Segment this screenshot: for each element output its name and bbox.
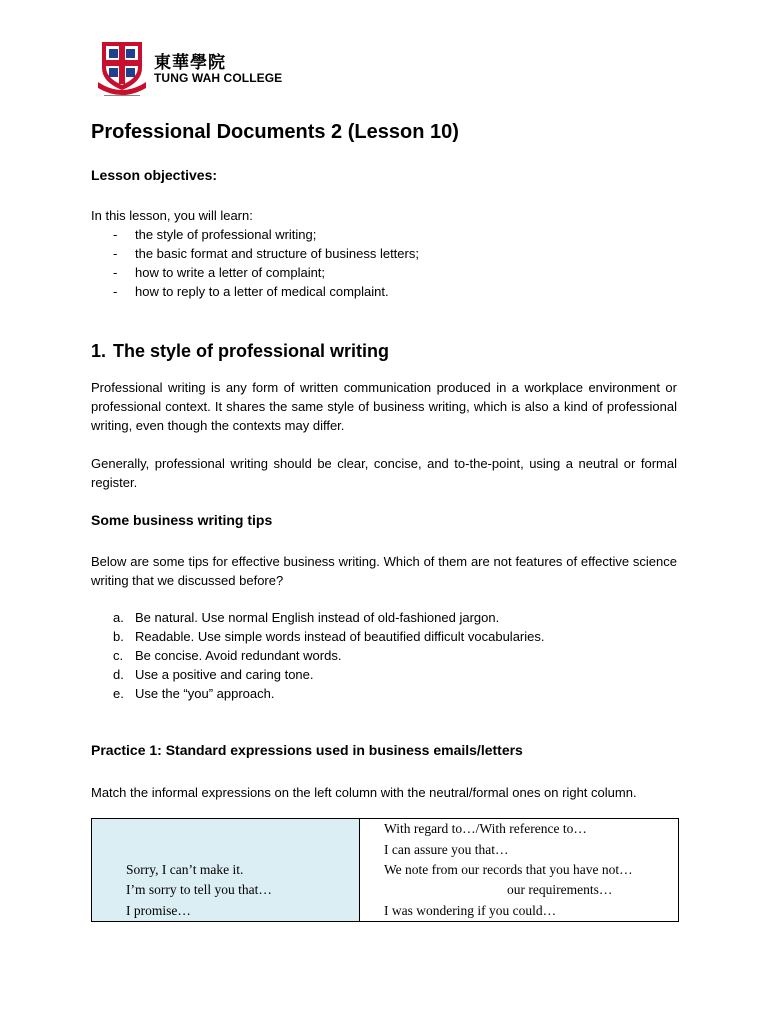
table-cell: I promise… [126, 903, 191, 918]
bullet-dash: - [113, 284, 118, 299]
table-cell: With regard to…/With reference to… [384, 821, 587, 836]
bullet-dash: - [113, 246, 118, 261]
matching-table [91, 818, 679, 922]
objectives-intro: In this lesson, you will learn: [91, 208, 253, 223]
college-logo [96, 38, 296, 100]
table-cell: I’m sorry to tell you that… [126, 882, 272, 897]
objectives-heading: Lesson objectives: [91, 167, 218, 183]
logo-english-name: TUNG WAH COLLEGE [154, 71, 283, 85]
page-title: Professional Documents 2 (Lesson 10) [91, 121, 459, 143]
table-cell: I can assure you that… [384, 842, 509, 857]
table-cell: We note from our records that you have not… [384, 862, 633, 877]
section-number: 1. [91, 341, 107, 361]
document-page: 東華學院 TUNG WAH COLLEGE Professional Documents 2 (Lesson 10) Lesson objectives: In this lesson, you will learn: - the style of professional writing; - the basic format and structure of business letters; - how to write a letter of complaint; - how to reply to a letter of medical complaint. 1. The style of professional writing Professional writing is any form of written communication produced in a workplace environment or professional context. It shares the same style of business writing, which is also a kind of professional writing, even though the contexts may differ. Generally, professional writing should be clear, concise, and to-the-point, using a neutral or formal register. Some business writing tips Below are some tips for effective business writing. Which of them are not features of effective science writing that we discussed before? a. Be natural. Use normal English instead of old-fashioned jargon. b. Readable. Use simple words instead of beautified difficult vocabularies. c. Be concise. Avoid redundant words. d. Use a positive and caring tone. e. Use the “you” approach. Practice 1: Standard expressions used in business emails/letters Match the informal expressions on the left column with the neutral/formal ones on right column. Sorry, I can’t make it. I’m sorry to tell you that… I promise… With regard to…/With reference to… I can assure you that… We note from our records that you have not… our requirements… I was wondering if you could… [0, 0, 768, 1024]
formal-column [360, 819, 678, 921]
bullet-dash: - [113, 227, 118, 242]
tips-intro: Below are some tips for effective business writing. Which of them are not features of effective science writing that we discussed before? [91, 554, 677, 588]
tips-heading: Some business writing tips [91, 512, 273, 528]
informal-column [92, 819, 360, 921]
section-1-paragraph-2: Generally, professional writing should be clear, concise, and to-the-point, using a neutral or formal register. [91, 456, 677, 490]
college-crest-icon [96, 38, 148, 98]
section-title: The style of professional writing [113, 341, 390, 361]
practice-1-instruction: Match the informal expressions on the left column with the neutral/formal ones on right column. [91, 785, 637, 800]
table-cell: our requirements… [507, 882, 613, 897]
practice-1-heading: Practice 1: Standard expressions used in business emails/letters [91, 742, 523, 758]
section-1-heading [91, 341, 389, 362]
section-1-paragraph-1: Professional writing is any form of written communication produced in a workplace environment or professional context. It shares the same style of business writing, which is also a kind of professional writing, even though the contexts may differ. [91, 380, 677, 433]
table-cell: Sorry, I can’t make it. [126, 862, 244, 877]
table-cell: I was wondering if you could… [384, 903, 557, 918]
logo-chinese-name: 東華學院 [154, 53, 226, 73]
bullet-dash: - [113, 265, 118, 280]
